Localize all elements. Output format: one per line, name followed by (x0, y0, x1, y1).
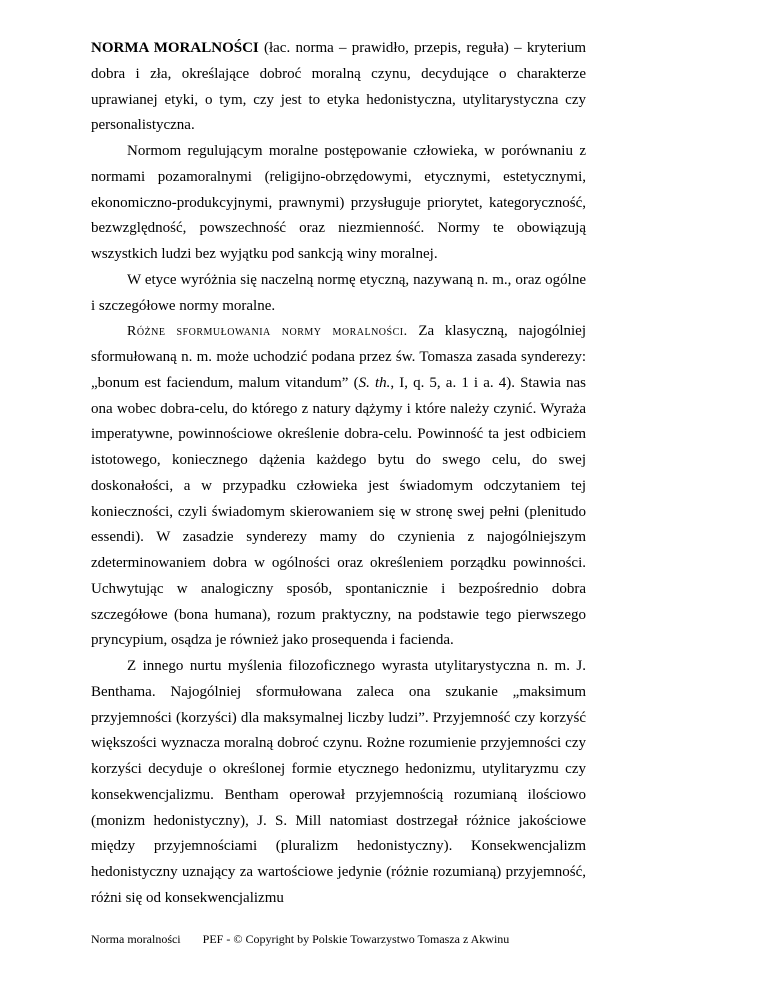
paragraph-utilitarian: Z innego nurtu myślenia filozoficznego wyrasta utylitarystyczna n. m. J. Benthama. Najogólniej sformułowana zaleca ona szukanie „maksimum przyjemności (korzyści) dla maksymalnej liczby ludzi”. Przyjemność czy korzyść większości wyznacza moralną dobroć czynu. Rożne rozumienie przyjemności czy korzyści decyduje o określonej formie etycznego hedonizmu, utylitaryzmu czy konsekwencjalizmu. Bentham operował przyjemnością rozumianą ilościowo (monizm hedonistyczny), J. S. Mill natomiast dostrzegał różnice jakościowe między przyjemnościami (pluralizm hedonistyczny). Konsekwencjalizm hedonistyczny uznający za wartościowe jedynie (różnie rozumianą) przyjemność, różni się od konsekwencjalizmu (91, 658, 586, 906)
entry-term: NORMA MORALNOŚCI (91, 40, 259, 56)
footer-copyright: PEF - © Copyright by Polskie Towarzystwo Tomasza z Akwinu (202, 932, 510, 946)
formulations-text-b: , I, q. 5, a. 1 i a. 4). Stawia nas ona wobec dobra-celu, do którego z natury dążymy i które należy czynić. Wyraża imperatywne, powinnościowe określenie dobra-celu. Powinność ta jest odbiciem istotowego, koniecznego dążenia każdego bytu do swego celu, do swej doskonałości, a w przypadku człowieka jest świadomym odczytaniem tej konieczności, czyli świadomym skierowaniem się w stronę swej pełni (plenitudo essendi). W zasadzie synderezy mamy do czynienia z najogólniejszym zdeterminowaniem dobra w ogólności oraz określeniem porządku powinności. Uchwytując w analogiczny sposób, spontanicznie i bezpośrednio dobra szczegółowe (bona humana), rozum praktyczny, na podstawie tego pierwszego pryncypium, osądza je również jako prosequenda i facienda. (91, 374, 587, 649)
formulations-text-a: Za klasyczną, najogólniej sformułowaną n. m. może uchodzić podana przez św. Tomasza zasada synderezy: „bonum est faciendum, malum vitandum” ( (91, 323, 586, 391)
citation: S. th. (358, 374, 391, 391)
paragraph-norm-types: W etyce wyróżnia się naczelną normę etyczną, nazywaną n. m., oraz ogólne i szczegółowe normy moralne. (91, 271, 586, 314)
footer-title: Norma moralności (91, 932, 181, 946)
section-heading: Różne sformułowania normy moralności. (127, 324, 408, 340)
paragraph-norms-priority: Normom regulującym moralne postępowanie człowieka, w porównaniu z normami pozamoralnymi (religijno-obrzędowymi, etycznymi, estetycznymi, ekonomiczno-produkcyjnymi, prawnymi) przysługuje priorytet, kategoryczność, bezwzględność, powszechność oraz niezmienność. Normy te obowiązują wszystkich ludzi bez wyjątku pod sankcją winy moralnej. (91, 143, 586, 262)
paragraph-definition (91, 36, 586, 139)
paragraph-formulations (91, 319, 586, 654)
definition-text: (łac. norma – prawidło, przepis, reguła) – kryterium dobra i zła, określające dobroć moralną czynu, decydujące o charakterze uprawianej etyki, o tym, czy jest to etyka hedonistyczna, utylitarystyczna czy personalistyczna. (91, 40, 586, 134)
page-footer (91, 932, 651, 947)
document-body (91, 36, 586, 912)
